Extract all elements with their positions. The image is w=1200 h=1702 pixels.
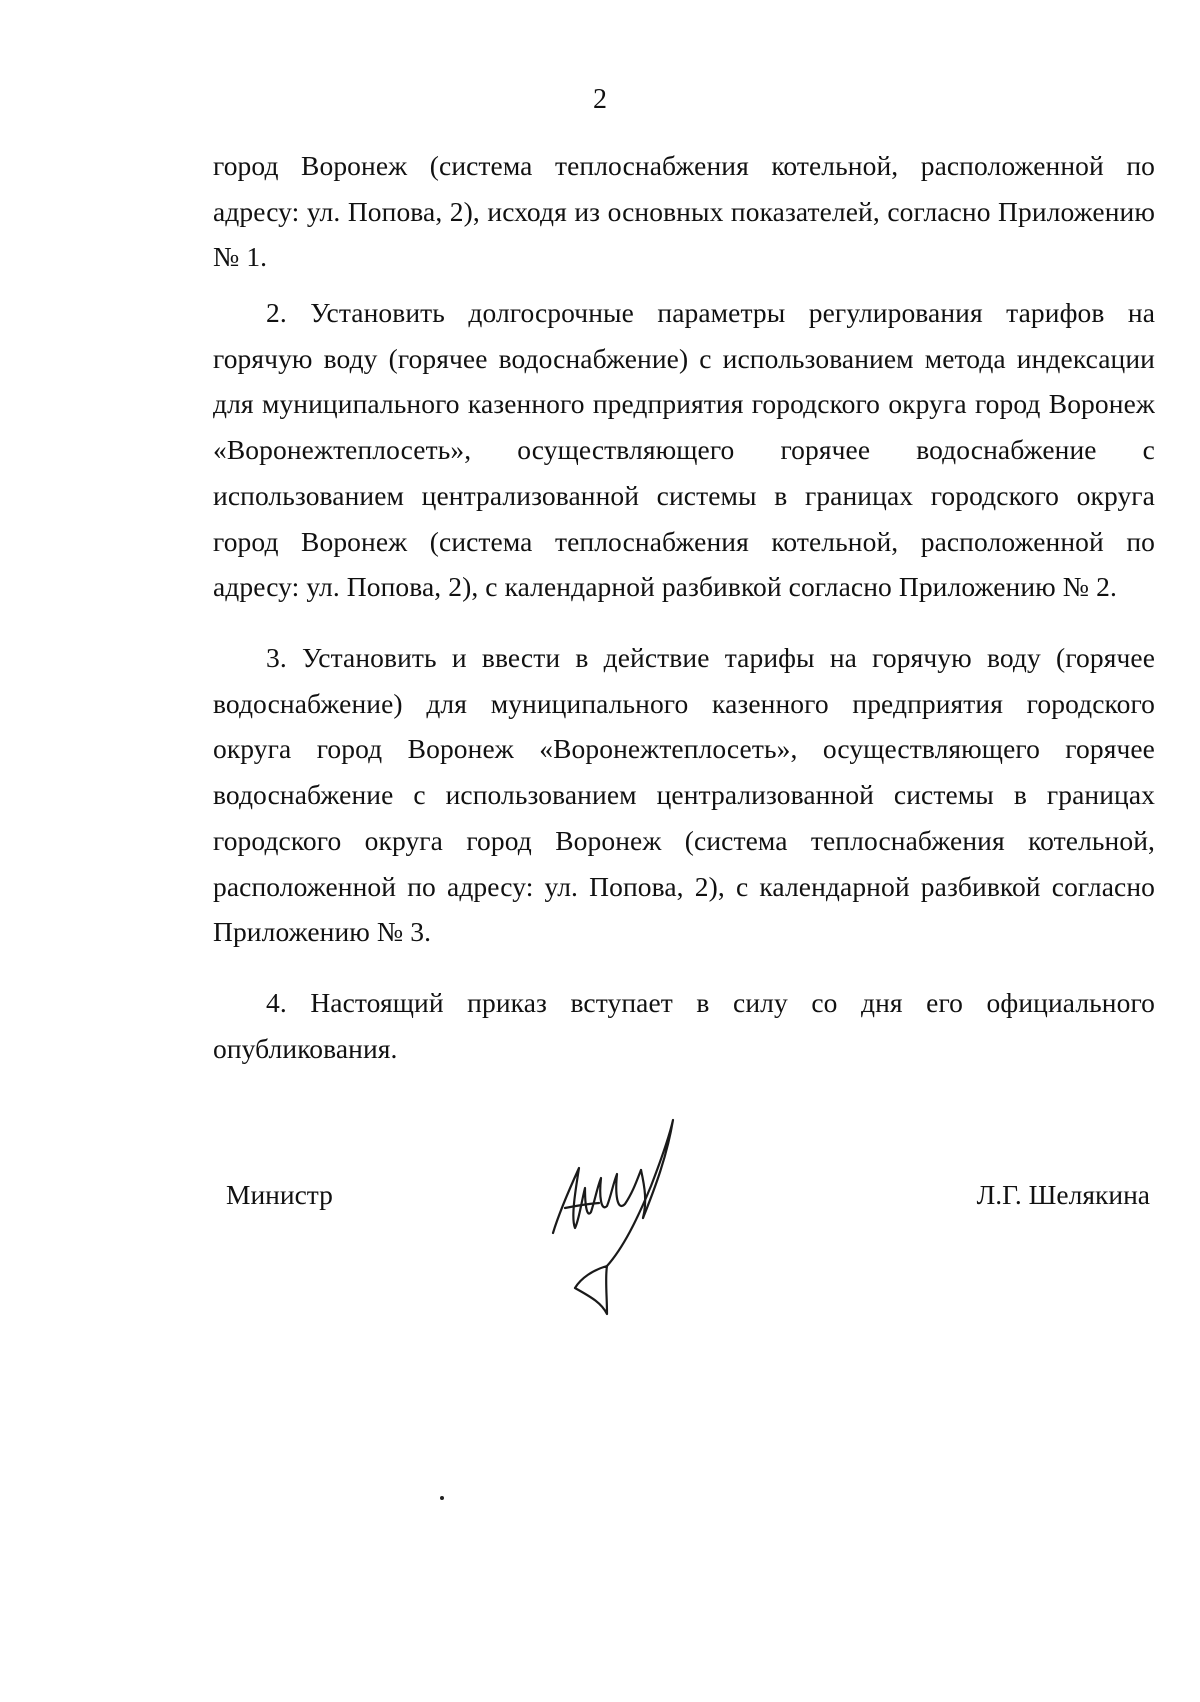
paragraph-continuation: город Воронеж (система теплоснабжения котельной, расположенной по адресу: ул. Попова, 2), исходя из основных показателей, согласно Приложению № 1. bbox=[213, 150, 1155, 273]
paragraph-item-3: 3. Установить и ввести в действие тарифы на горячую воду (горячее водоснабжение) для муниципального казенного предприятия городского округа город Воронеж «Воронежтеплосеть», осуществляющего горячее водоснабжение с использованием централизованной системы в границах городского округа город Воронеж (система теплоснабжения котельной, расположенной по адресу: ул. Попова, 2), с календарной разбивкой согласно Приложению № 3. bbox=[213, 642, 1155, 948]
signatory-name: Л.Г. Шелякина bbox=[976, 1179, 1150, 1210]
stray-dot bbox=[440, 1496, 444, 1500]
signatory-title: Министр bbox=[226, 1179, 333, 1210]
paragraph-item-2: 2. Установить долгосрочные параметры регулирования тарифов на горячую воду (горячее водоснабжение) с использованием метода индексации для муниципального казенного предприятия городского округа город Воронеж «Воронежтеплосеть», осуществляющего горячее водоснабжение с использованием централизованной системы в границах городского округа город Воронеж (система теплоснабжения котельной, расположенной по адресу: ул. Попова, 2), с календарной разбивкой согласно Приложению № 2. bbox=[213, 297, 1155, 603]
paragraph-item-4: 4. Настоящий приказ вступает в силу со дня его официального опубликования. bbox=[213, 987, 1155, 1064]
page-number: 2 bbox=[593, 84, 607, 115]
handwritten-signature bbox=[545, 1108, 695, 1318]
